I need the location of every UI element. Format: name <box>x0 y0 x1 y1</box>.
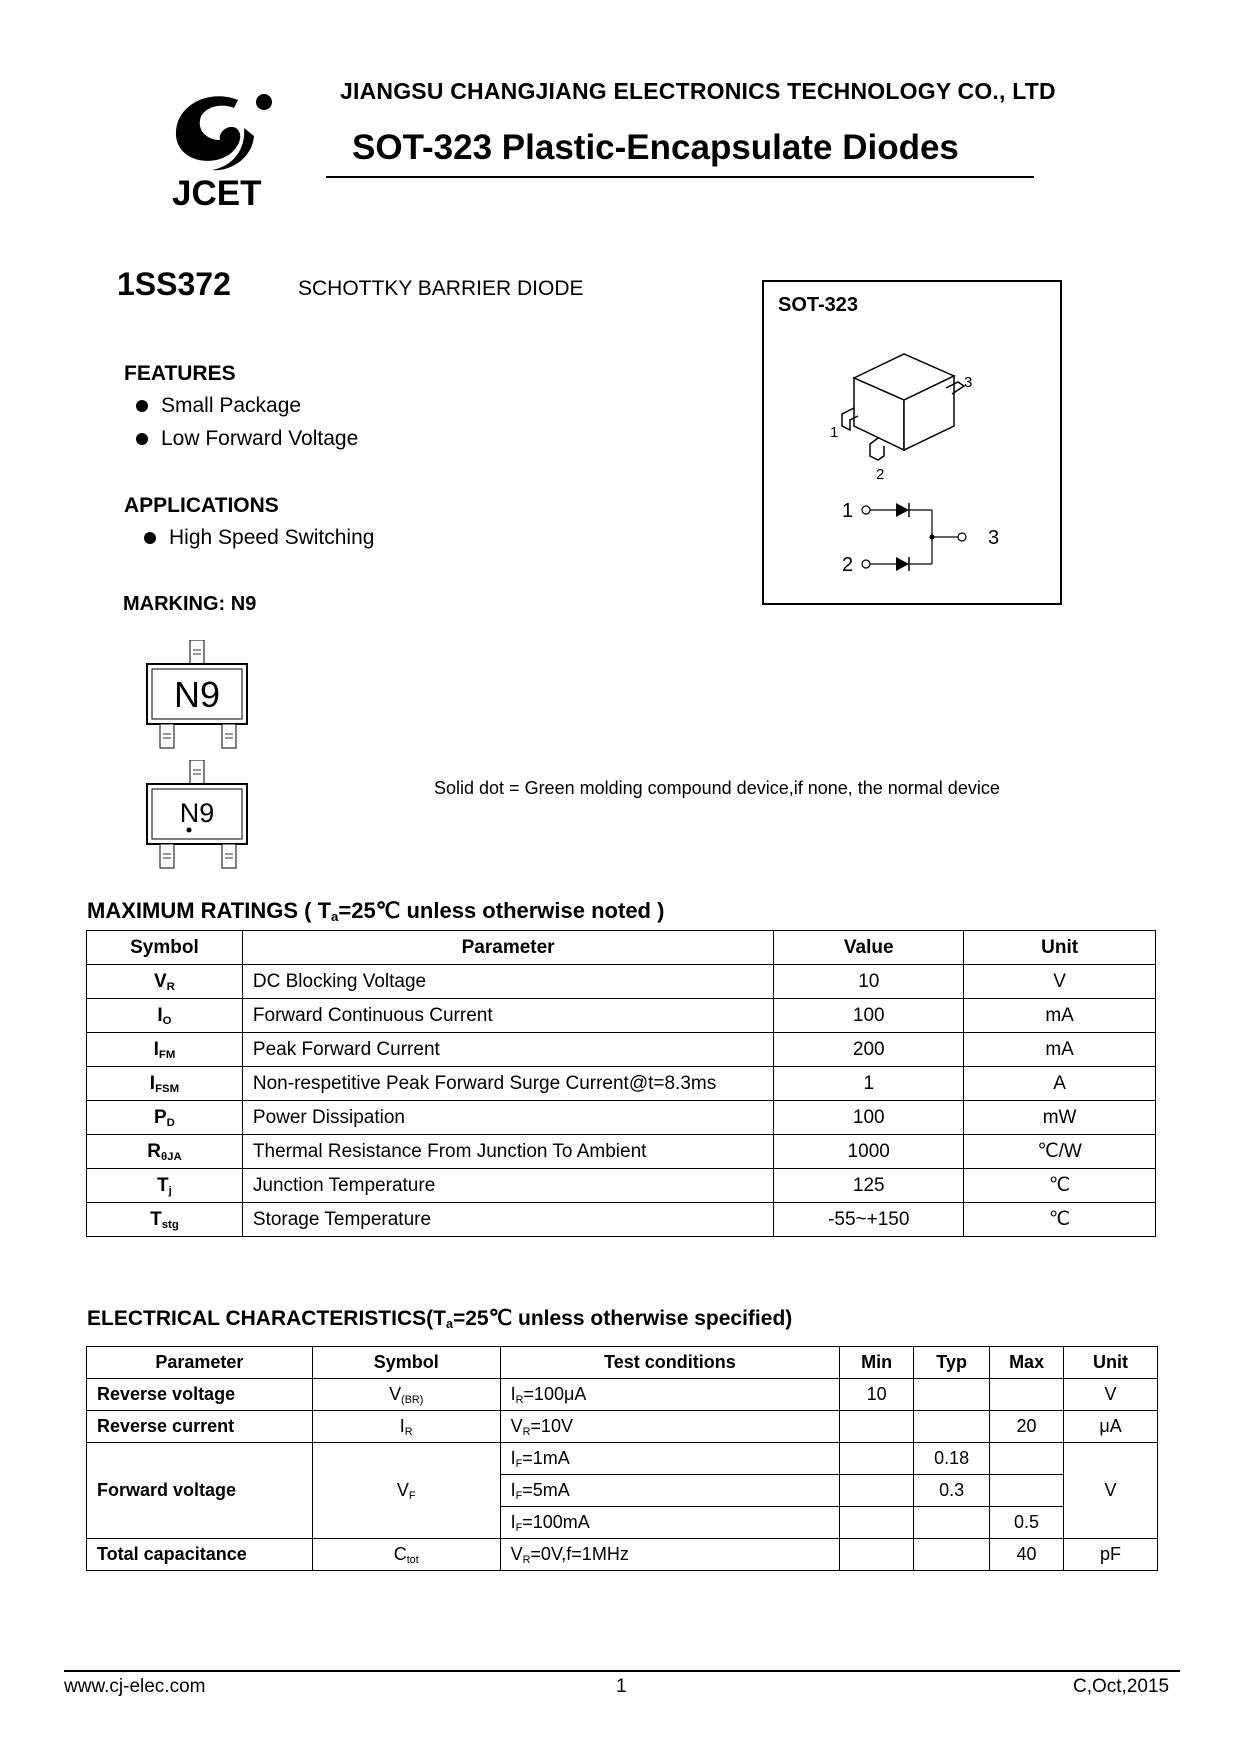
unit-cell: V <box>964 965 1156 999</box>
symbol-cell: $I_O$ <box>87 999 243 1033</box>
min-cell <box>840 1475 914 1507</box>
value-cell: 10 <box>774 965 964 999</box>
jcet-logo <box>168 88 278 213</box>
table-row <box>87 1169 1156 1203</box>
typ-cell: 0.18 <box>914 1443 990 1475</box>
parameter-cell: Forward Continuous Current <box>242 999 773 1033</box>
table-row <box>87 1135 1156 1169</box>
value-cell: 100 <box>774 1101 964 1135</box>
parameter-cell: Forward voltage <box>87 1443 313 1539</box>
column-header: Min <box>840 1347 914 1379</box>
features-heading: FEATURES <box>124 362 236 385</box>
symbol-cell: $C_{tot}$ <box>312 1539 500 1571</box>
application-text: High Speed Switching <box>169 526 375 549</box>
condition-cell: $I_F=100mA$ <box>500 1507 840 1539</box>
marking-code: N9 <box>173 674 221 715</box>
marking-diagram-green <box>146 760 250 872</box>
symbol-cell: $I_R$ <box>312 1411 500 1443</box>
symbol-cell: $I_{FM}$ <box>87 1033 243 1067</box>
table-row <box>87 1033 1156 1067</box>
bullet-icon <box>144 532 156 544</box>
unit-cell: V <box>1064 1379 1158 1411</box>
condition-cell: $I_F=5mA$ <box>500 1475 840 1507</box>
symbol-cell: $V_R$ <box>87 965 243 999</box>
value-cell: 125 <box>774 1169 964 1203</box>
table-row <box>87 1539 1158 1571</box>
column-header: Unit <box>1064 1347 1158 1379</box>
table-row <box>87 1411 1158 1443</box>
feature-item <box>136 427 358 451</box>
condition-cell: $I_F=1mA$ <box>500 1443 840 1475</box>
feature-text: Small Package <box>161 394 302 417</box>
max-cell <box>990 1475 1064 1507</box>
bullet-icon <box>136 400 148 412</box>
value-cell: 100 <box>774 999 964 1033</box>
electrical-characteristics-heading: ELECTRICAL $CHARACTERISTICS(T_a=25℃$ unless otherwise specified) <box>87 1307 793 1331</box>
pin-1-label: 1 <box>830 424 839 441</box>
min-cell <box>840 1539 914 1571</box>
min-cell: 10 <box>840 1379 914 1411</box>
unit-cell: ℃ <box>964 1203 1156 1237</box>
column-header: Parameter <box>242 931 773 965</box>
parameter-cell: Reverse current <box>87 1411 313 1443</box>
symbol-cell: $V_{(BR)}$ <box>312 1379 500 1411</box>
min-cell <box>840 1411 914 1443</box>
max-cell: 20 <box>990 1411 1064 1443</box>
page-number: 1 <box>616 1676 627 1697</box>
marking-note: Solid dot = Green molding compound device,if none, the normal device <box>434 778 1000 798</box>
footer-website[interactable]: www.cj-elec.com <box>64 1676 206 1697</box>
table-row <box>87 1203 1156 1237</box>
parameter-cell: Reverse voltage <box>87 1379 313 1411</box>
application-item <box>144 526 374 550</box>
package-box <box>762 280 1062 605</box>
symbol-cell: $R_{\theta JA}$ <box>87 1135 243 1169</box>
table-row <box>87 1101 1156 1135</box>
parameter-cell: Storage Temperature <box>242 1203 773 1237</box>
typ-cell <box>914 1507 990 1539</box>
schematic-pin-1: 1 <box>842 500 854 522</box>
table-header-row <box>87 1347 1158 1379</box>
unit-cell: V <box>1064 1443 1158 1539</box>
package-3d-icon <box>834 342 994 482</box>
marking-code: N9 <box>179 798 215 828</box>
column-header: Symbol <box>87 931 243 965</box>
table-row <box>87 1067 1156 1101</box>
column-header: Value <box>774 931 964 965</box>
max-cell: 40 <box>990 1539 1064 1571</box>
title-underline <box>326 176 1034 178</box>
unit-cell: mA <box>964 1033 1156 1067</box>
value-cell: -55~+150 <box>774 1203 964 1237</box>
symbol-cell: $I_{FSM}$ <box>87 1067 243 1101</box>
typ-cell <box>914 1411 990 1443</box>
table-row <box>87 965 1156 999</box>
symbol-cell: $V_F$ <box>312 1443 500 1539</box>
logo-mark-icon <box>168 88 278 178</box>
unit-cell: ℃/W <box>964 1135 1156 1169</box>
pin-2-label: 2 <box>876 466 885 483</box>
parameter-cell: Total capacitance <box>87 1539 313 1571</box>
min-cell <box>840 1443 914 1475</box>
unit-cell: pF <box>1064 1539 1158 1571</box>
revision-date: C,Oct,2015 <box>1073 1676 1170 1697</box>
max-ratings-table <box>86 930 1156 1237</box>
unit-cell: ℃ <box>964 1169 1156 1203</box>
feature-item <box>136 394 301 418</box>
table-row <box>87 1443 1158 1475</box>
min-cell <box>840 1507 914 1539</box>
condition-cell: $V_R=0V,f=1MHz$ <box>500 1539 840 1571</box>
applications-heading: APPLICATIONS <box>124 494 279 517</box>
column-header: Test conditions <box>500 1347 840 1379</box>
parameter-cell: Power Dissipation <box>242 1101 773 1135</box>
parameter-cell: Thermal Resistance From Junction To Ambient <box>242 1135 773 1169</box>
unit-cell: mW <box>964 1101 1156 1135</box>
typ-cell: 0.3 <box>914 1475 990 1507</box>
marking-heading: MARKING: N9 <box>123 593 257 615</box>
table-header-row <box>87 931 1156 965</box>
typ-cell <box>914 1379 990 1411</box>
column-header: Symbol <box>312 1347 500 1379</box>
company-name: JIANGSU CHANGJIANG ELECTRONICS TECHNOLOGY CO., LTD <box>340 78 1056 104</box>
package-label: SOT-323 <box>778 294 859 316</box>
column-header: Typ <box>914 1347 990 1379</box>
pin-3-label: 3 <box>964 374 973 391</box>
unit-cell: mA <box>964 999 1156 1033</box>
max-cell <box>990 1443 1064 1475</box>
feature-text: Low Forward Voltage <box>161 427 359 450</box>
schematic-pin-3: 3 <box>988 527 1000 549</box>
symbol-cell: $P_D$ <box>87 1101 243 1135</box>
max-cell: 0.5 <box>990 1507 1064 1539</box>
parameter-cell: Non-respetitive Peak Forward Surge Current@t=8.3ms <box>242 1067 773 1101</box>
parameter-cell: Junction Temperature <box>242 1169 773 1203</box>
logo-text: JCET <box>172 174 262 213</box>
condition-cell: $V_R=10V$ <box>500 1411 840 1443</box>
unit-cell: A <box>964 1067 1156 1101</box>
electrical-characteristics-table <box>86 1346 1158 1571</box>
schematic-icon <box>854 492 994 582</box>
value-cell: 1000 <box>774 1135 964 1169</box>
max-ratings-heading: MAXIMUM RATINGS ( $T_a=25℃$ unless otherwise noted ) <box>87 898 665 924</box>
symbol-cell: $T_j$ <box>87 1169 243 1203</box>
document-title: SOT-323 Plastic-Encapsulate Diodes <box>352 128 959 167</box>
parameter-cell: Peak Forward Current <box>242 1033 773 1067</box>
symbol-cell: $T_{stg}$ <box>87 1203 243 1237</box>
column-header: Unit <box>964 931 1156 965</box>
typ-cell <box>914 1539 990 1571</box>
max-cell <box>990 1379 1064 1411</box>
value-cell: 1 <box>774 1067 964 1101</box>
column-header: Parameter <box>87 1347 313 1379</box>
footer-divider <box>64 1670 1180 1672</box>
condition-cell: $I_R=100\mu A$ <box>500 1379 840 1411</box>
marking-diagram-normal <box>146 640 250 752</box>
parameter-cell: DC Blocking Voltage <box>242 965 773 999</box>
part-description: SCHOTTKY BARRIER DIODE <box>298 277 584 300</box>
bullet-icon <box>136 433 148 445</box>
unit-cell: μA <box>1064 1411 1158 1443</box>
table-row <box>87 999 1156 1033</box>
table-row <box>87 1379 1158 1411</box>
column-header: Max <box>990 1347 1064 1379</box>
value-cell: 200 <box>774 1033 964 1067</box>
part-number: 1SS372 <box>117 266 231 302</box>
schematic-pin-2: 2 <box>842 554 854 576</box>
